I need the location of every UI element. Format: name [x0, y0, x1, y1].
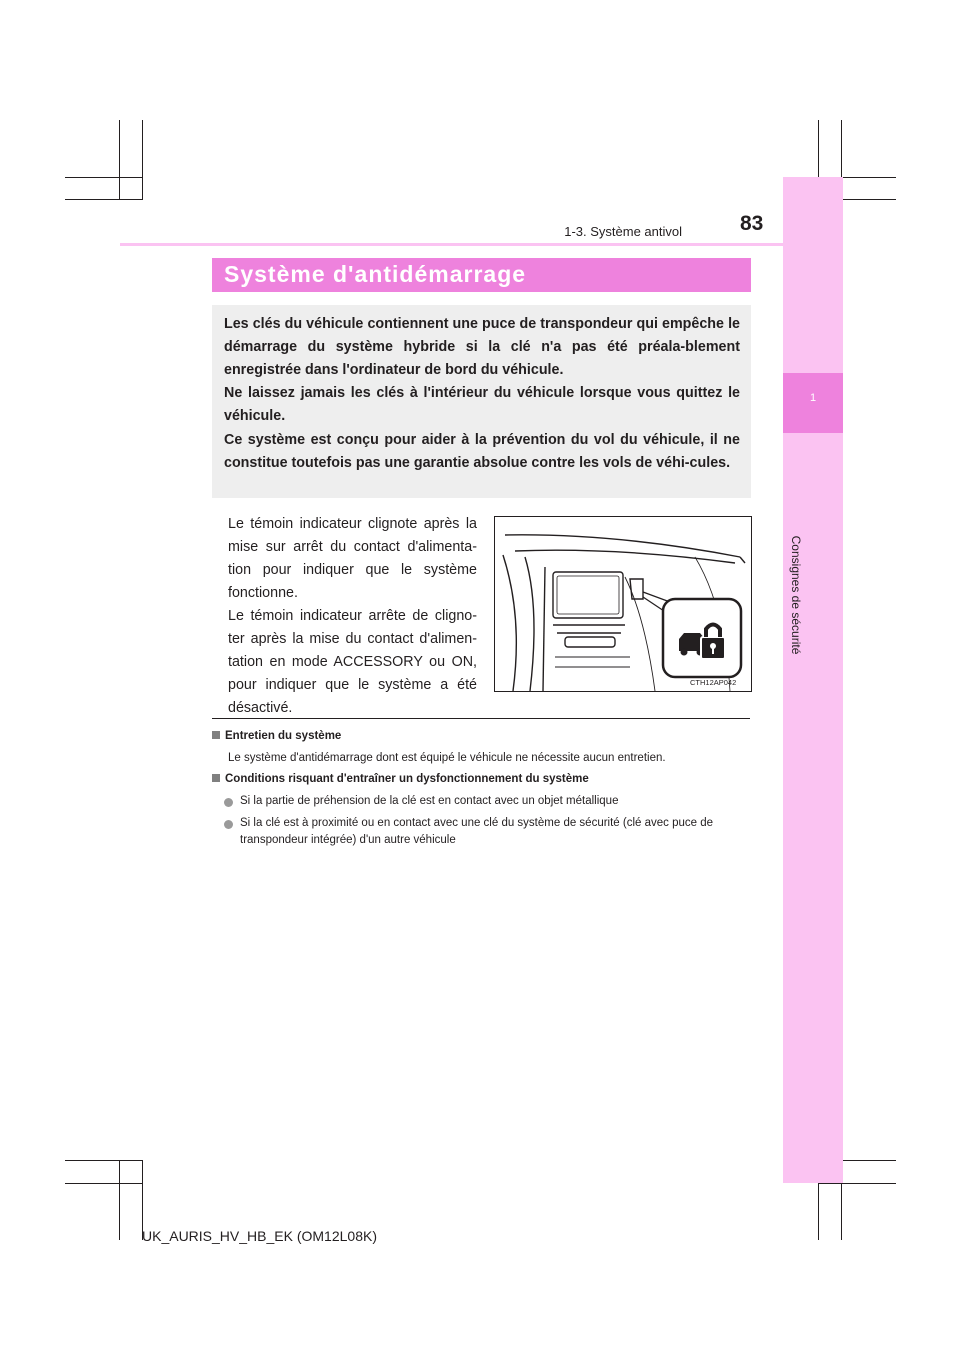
document-code-footer: UK_AURIS_HV_HB_EK (OM12L08K) — [142, 1228, 377, 1244]
car-lock-indicator-icon — [675, 611, 731, 667]
chapter-title — [781, 535, 811, 655]
circle-bullet-icon — [224, 798, 233, 807]
crop-mark — [65, 1160, 143, 1161]
crop-mark — [65, 1183, 143, 1184]
note-list-item: Si la partie de préhension de la clé est en contact avec un objet métallique — [240, 795, 619, 807]
square-bullet-icon — [212, 774, 220, 782]
chapter-side-tab — [783, 177, 843, 1183]
crop-mark — [65, 199, 143, 200]
note-heading-text: Entretien du système — [225, 730, 342, 742]
body-paragraph: Le témoin indicateur arrête de cligno-ter après la mise du contact d'alimen-tation en mode ACCESSORY ou ON, pour indiquer que le système a été désactivé. — [228, 608, 477, 716]
header-rule — [120, 243, 783, 246]
crop-mark — [119, 1160, 120, 1240]
note-heading-text: Conditions risquant d'entraîner un dysfonctionnement du système — [225, 773, 589, 785]
intro-box — [212, 305, 751, 498]
note-list-item: Si la clé est à proximité ou en contact avec une clé du système de sécurité (clé avec puce de transpondeur intégrée) d'un autre véhicule — [240, 817, 714, 846]
crop-mark — [65, 177, 143, 178]
page-number: 83 — [740, 212, 764, 235]
square-bullet-icon — [212, 731, 220, 739]
dashboard-illustration — [494, 516, 752, 692]
intro-paragraph: Ne laissez jamais les clés à l'intérieur du véhicule lorsque vous quittez le véhicule. — [224, 385, 740, 424]
intro-paragraph: Ce système est conçu pour aider à la prévention du vol du véhicule, il ne constitue toutefois pas une garantie absolue contre les vols de véhi-cules. — [224, 432, 740, 471]
chapter-number: 1 — [809, 392, 817, 404]
note-heading — [212, 730, 341, 742]
section-header: 1-3. Système antivol — [564, 224, 682, 239]
circle-bullet-icon — [224, 820, 233, 829]
notes-divider — [212, 718, 750, 719]
note-text: Le système d'antidémarrage dont est équipé le véhicule ne nécessite aucun entretien. — [228, 752, 666, 764]
crop-mark — [119, 120, 120, 200]
crop-mark — [818, 1183, 896, 1184]
crop-mark — [142, 120, 143, 200]
page-title: Système d'antidémarrage — [224, 261, 527, 287]
intro-paragraph: Les clés du véhicule contiennent une puce de transpondeur qui empêche le démarrage du système hybride si la clé n'a pas été préala-blement enregistrée dans l'ordinateur de bord du véhicule. — [224, 316, 740, 378]
body-paragraph: Le témoin indicateur clignote après la mise sur arrêt du contact d'alimenta-tion pour indiquer que le système fonctionne. — [228, 516, 477, 601]
title-bar — [212, 258, 751, 292]
figure-code: CTH12AP042 — [690, 678, 737, 687]
chapter-title-text: Consignes de sécurité — [789, 535, 803, 655]
note-heading — [212, 773, 589, 785]
